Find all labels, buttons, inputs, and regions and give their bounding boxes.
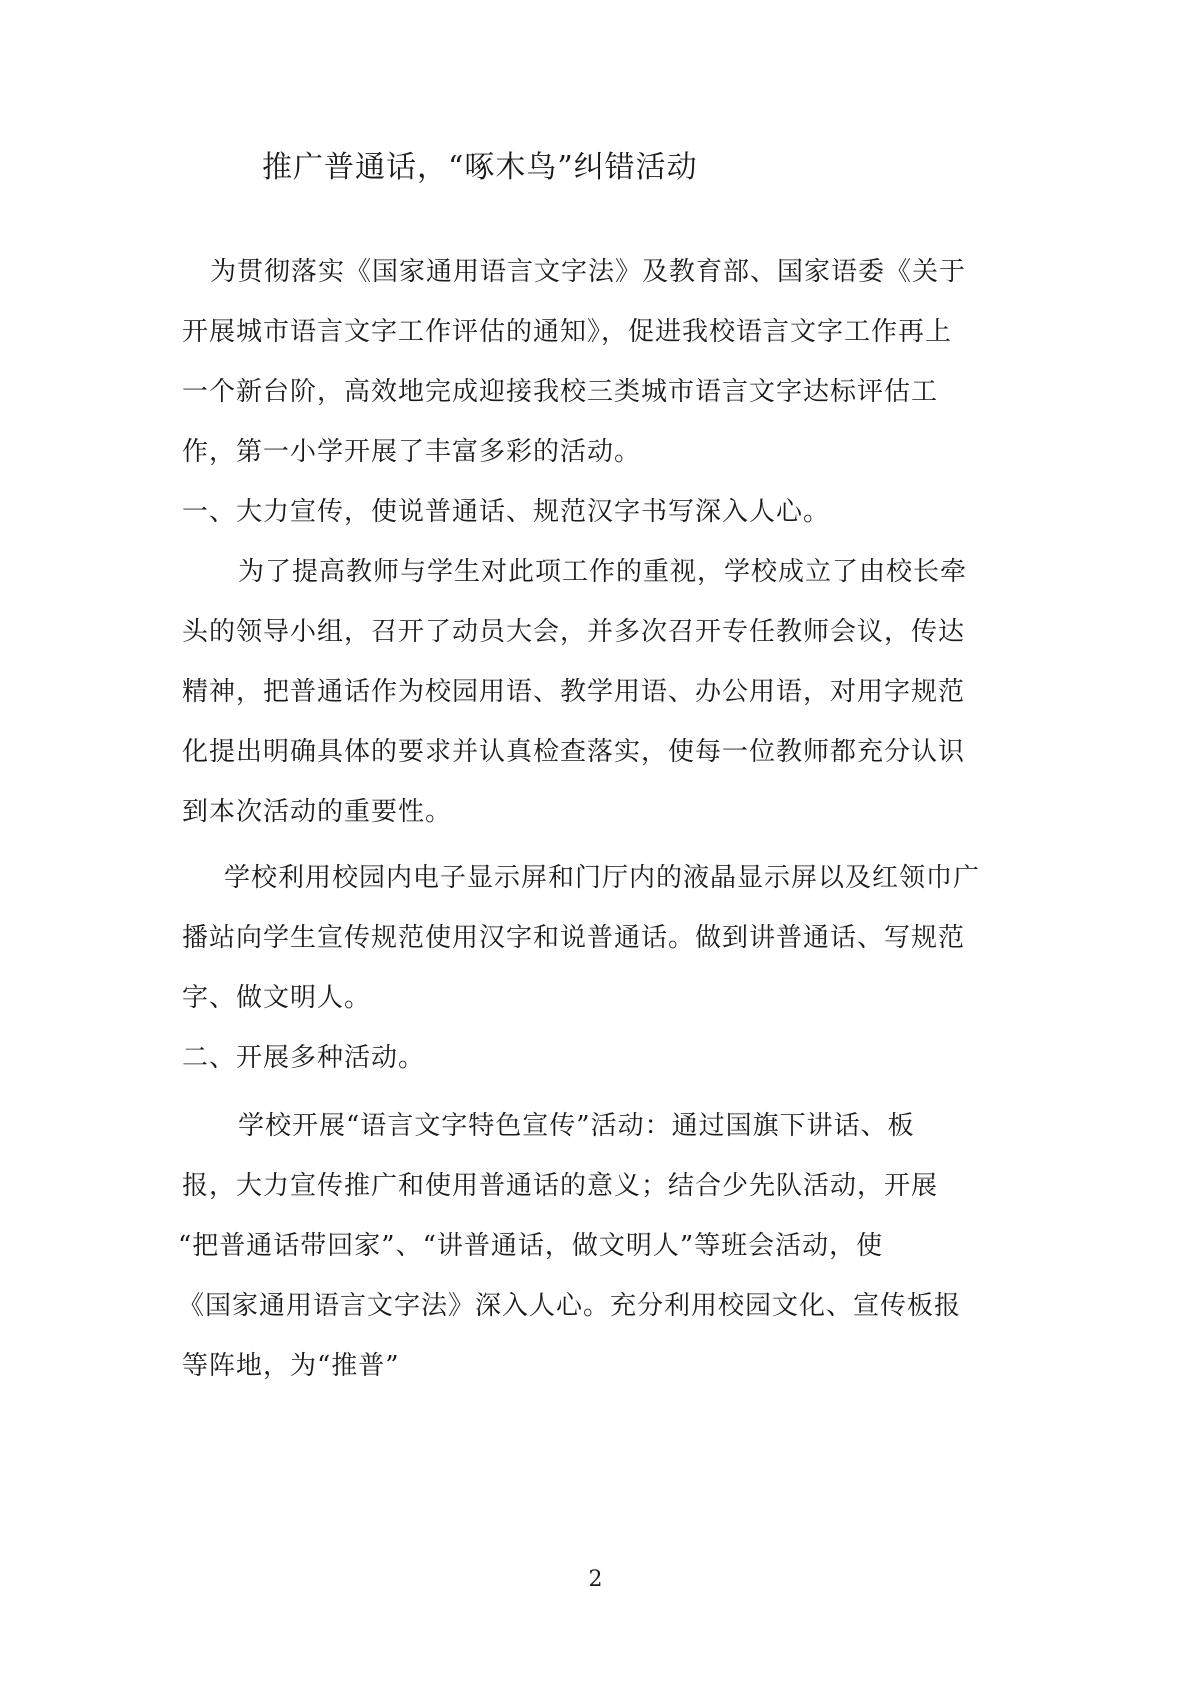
section-heading: 二、开展多种活动。 [182, 1043, 426, 1073]
paragraph-line: “把普通话带回家”、“讲普通话，做文明人”等班会活动，使 [178, 1231, 884, 1261]
paragraph-line: 为贯彻落实《国家通用语言文字法》及教育部、国家语委《关于 [210, 257, 967, 287]
paragraph-line: 为了提高教师与学生对此项工作的重视，学校成立了由校长牵 [238, 557, 968, 587]
page-number: 2 [588, 1567, 603, 1592]
paragraph-line: 等阵地，为“推普” [182, 1351, 400, 1381]
paragraph-line: 《国家通用语言文字法》深入人心。充分利用校园文化、宣传板报 [178, 1291, 962, 1321]
paragraph-line: 开展城市语言文字工作评估的通知》，促进我校语言文字工作再上 [182, 317, 953, 347]
paragraph-line: 一个新台阶，高效地完成迎接我校三类城市语言文字达标评估工 [182, 377, 939, 407]
paragraph-line: 精神，把普通话作为校园用语、教学用语、办公用语，对用字规范 [182, 677, 966, 707]
paragraph-line: 字、做文明人。 [182, 983, 372, 1013]
paragraph-line: 播站向学生宣传规范使用汉字和说普通话。做到讲普通话、写规范 [182, 923, 966, 953]
paragraph-line: 化提出明确具体的要求并认真检查落实，使每一位教师都充分认识 [182, 737, 966, 767]
paragraph-line: 学校利用校园内电子显示屏和门厅内的液晶显示屏以及红领巾广 [224, 863, 981, 893]
paragraph-line: 头的领导小组，召开了动员大会，并多次召开专任教师会议，传达 [182, 617, 966, 647]
paragraph-line: 学校开展“语言文字特色宣传”活动：通过国旗下讲话、板 [238, 1111, 915, 1141]
paragraph-line: 作，第一小学开展了丰富多彩的活动。 [182, 437, 642, 467]
document-title: 推广普通话，“啄木鸟”纠错活动 [262, 150, 698, 185]
paragraph-line: 到本次活动的重要性。 [182, 797, 453, 827]
paragraph-line: 报，大力宣传推广和使用普通话的意义；结合少先队活动，开展 [182, 1171, 939, 1201]
section-heading: 一、大力宣传，使说普通话、规范汉字书写深入人心。 [182, 497, 831, 527]
